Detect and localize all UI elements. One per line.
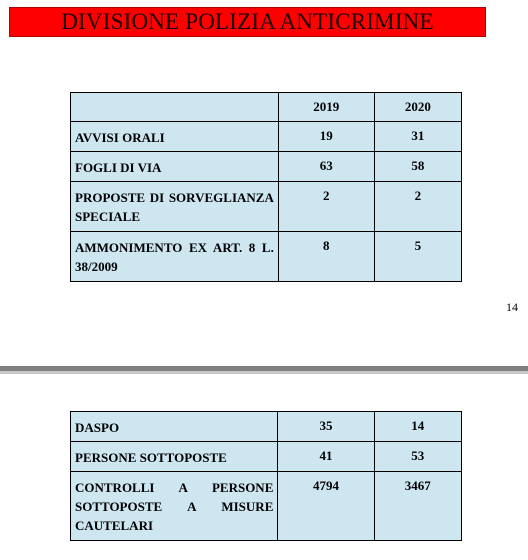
row-value-2020: 5 xyxy=(374,232,461,282)
row-value-2020: 53 xyxy=(374,442,462,472)
row-label: AMMONIMENTO EX ART. 8 L. 38/2009 xyxy=(71,232,279,282)
row-value-2020: 58 xyxy=(374,152,461,182)
row-value-2019: 19 xyxy=(278,122,374,152)
row-value-2019: 63 xyxy=(278,152,374,182)
row-value-2020: 2 xyxy=(374,182,461,232)
table-row xyxy=(71,412,462,442)
row-value-2020: 31 xyxy=(374,122,461,152)
header-year-2019: 2019 xyxy=(278,93,374,122)
table-row xyxy=(71,182,462,232)
table-row xyxy=(71,442,462,472)
header-year-2020: 2020 xyxy=(374,93,461,122)
row-label: CONTROLLI A PERSONE SOTTOPOSTE A MISURE CAUTELARI xyxy=(71,472,278,541)
row-value-2019: 4794 xyxy=(278,472,374,541)
row-value-2020: 3467 xyxy=(374,472,462,541)
stats-table-bottom xyxy=(70,411,462,541)
page-title: DIVISIONE POLIZIA ANTICRIMINE xyxy=(61,9,434,34)
row-value-2019: 41 xyxy=(278,442,374,472)
table-row xyxy=(71,232,462,282)
header-empty-cell xyxy=(71,93,279,122)
row-label: AVVISI ORALI xyxy=(71,122,279,152)
table-header-row xyxy=(71,93,462,122)
title-banner xyxy=(9,7,486,37)
row-value-2019: 8 xyxy=(278,232,374,282)
row-value-2020: 14 xyxy=(374,412,462,442)
row-label: DASPO xyxy=(71,412,278,442)
table-row xyxy=(71,152,462,182)
page-divider-shadow xyxy=(0,371,528,374)
table-row xyxy=(71,472,462,541)
table-row xyxy=(71,122,462,152)
row-label: FOGLI DI VIA xyxy=(71,152,279,182)
row-value-2019: 2 xyxy=(278,182,374,232)
row-label: PROPOSTE DI SORVEGLIANZA SPECIALE xyxy=(71,182,279,232)
row-value-2019: 35 xyxy=(278,412,374,442)
stats-table-top xyxy=(70,92,462,282)
row-label: PERSONE SOTTOPOSTE xyxy=(71,442,278,472)
page-number: 14 xyxy=(506,300,518,314)
